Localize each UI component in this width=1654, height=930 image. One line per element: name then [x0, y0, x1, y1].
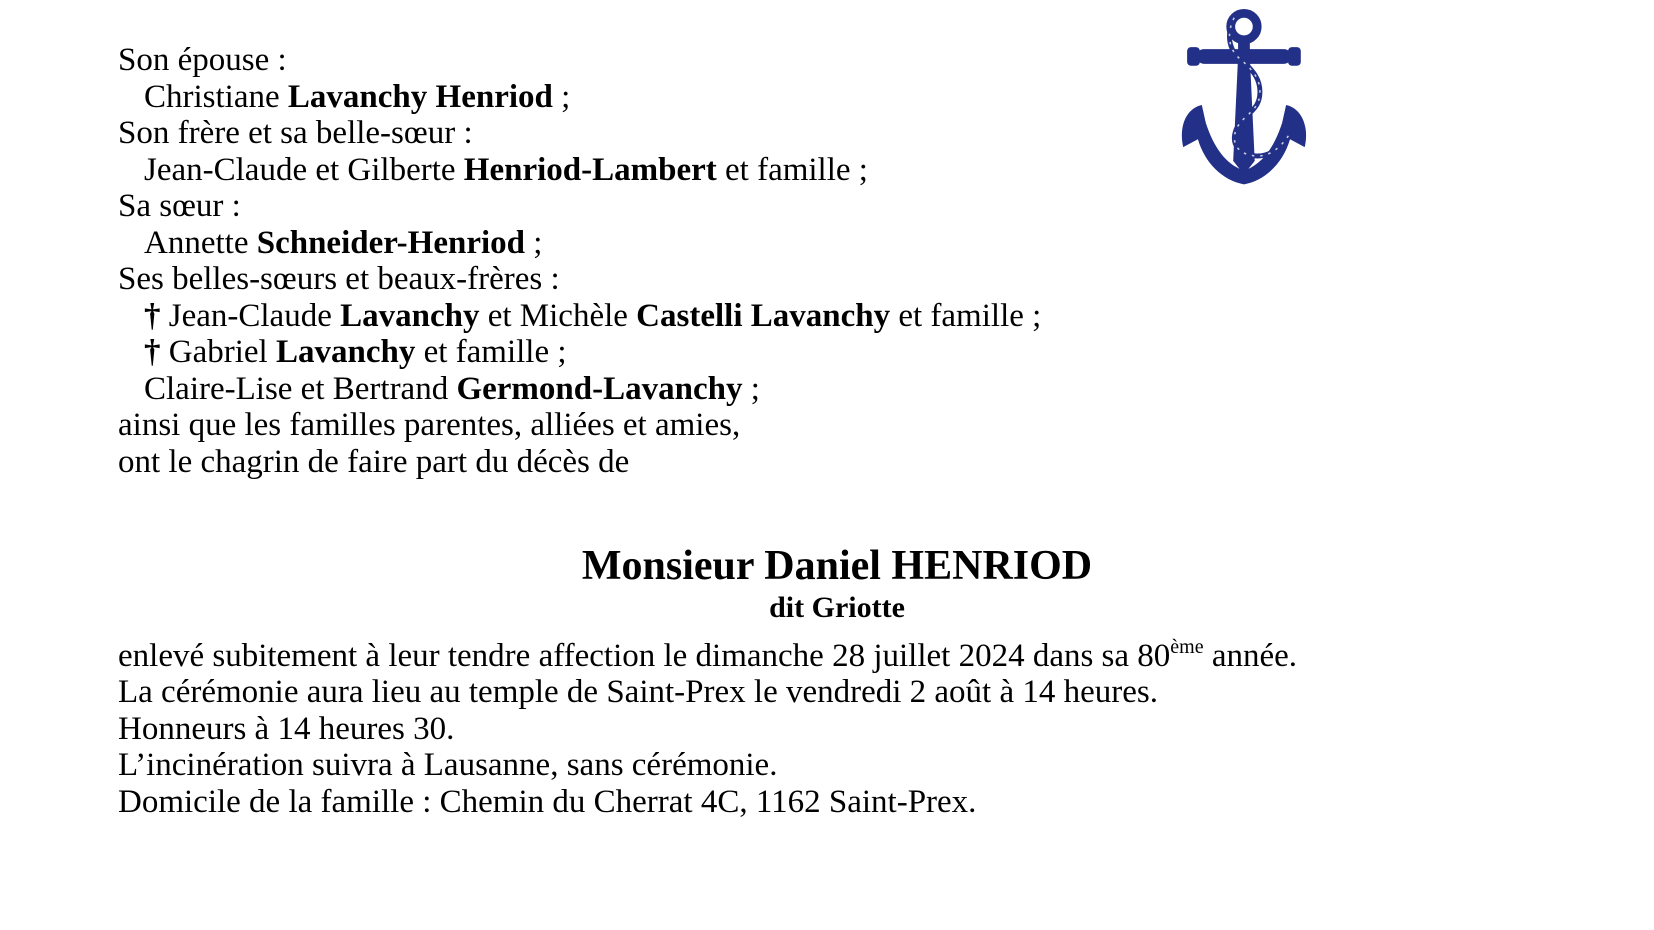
- notice-line: [118, 188, 1556, 225]
- text-segment: Ses belles-sœurs et beaux-frères :: [118, 261, 560, 297]
- text-segment: ainsi que les familles parentes, alliées et amies,: [118, 407, 741, 443]
- notice-line: [118, 79, 1556, 116]
- text-segment: L’incinération suivra à Lausanne, sans cérémonie.: [118, 747, 778, 783]
- detail-lines: [118, 635, 1556, 821]
- family-lines: [118, 42, 1556, 480]
- text-segment: ;: [525, 224, 543, 261]
- ordinal-superscript: ème: [1170, 635, 1204, 658]
- text-segment: Claire-Lise et Bertrand: [144, 370, 457, 407]
- text-segment: enlevé subitement à leur tendre affection le dimanche 28 juillet 2024 dans sa 80: [118, 637, 1171, 674]
- family-name-bold: †: [144, 297, 169, 334]
- family-name-bold: †: [144, 334, 169, 370]
- family-name-bold: Castelli Lavanchy: [636, 297, 891, 334]
- text-segment: et famille ;: [415, 334, 567, 370]
- text-segment: Son épouse :: [118, 42, 287, 78]
- text-segment: et Michèle: [479, 297, 637, 334]
- notice-line: [118, 298, 1556, 335]
- notice-line: [118, 115, 1556, 152]
- text-segment: Sa sœur :: [118, 188, 241, 224]
- text-segment: Honneurs à 14 heures 30.: [118, 710, 455, 747]
- family-name-bold: Lavanchy Henriod: [287, 78, 553, 115]
- notice-line: [118, 747, 1556, 784]
- notice-line: [118, 635, 1556, 675]
- text-segment: Jean-Claude: [168, 297, 341, 334]
- text-segment: La cérémonie aura lieu au temple de Saint-Prex le vendredi 2 août à 14 heures.: [118, 674, 1158, 710]
- notice-line: [118, 371, 1556, 408]
- family-name-bold: Henriod-Lambert: [463, 151, 717, 188]
- text-segment: Gabriel: [168, 334, 276, 370]
- notice-line: [118, 42, 1556, 79]
- text-segment: Annette: [144, 224, 257, 261]
- notice-line: [118, 261, 1556, 298]
- notice-line: [118, 784, 1556, 821]
- notice-line: [118, 334, 1556, 371]
- family-name-bold: Lavanchy: [340, 297, 480, 334]
- text-segment: Son frère et sa belle-sœur :: [118, 115, 473, 151]
- text-segment: et famille ;: [716, 151, 868, 188]
- deceased-nickname: dit Griotte: [769, 591, 905, 624]
- notice-line: [118, 225, 1556, 262]
- text-segment: et famille ;: [890, 297, 1042, 334]
- text-segment: ont le chagrin de faire part du décès de: [118, 443, 630, 480]
- notice-line: [118, 152, 1556, 189]
- text-segment: Christiane: [144, 78, 288, 115]
- notice-content: [118, 42, 1556, 820]
- notice-line: [118, 444, 1556, 481]
- family-name-bold: Germond-Lavanchy: [456, 370, 743, 407]
- text-segment: année.: [1203, 637, 1298, 674]
- text-segment: ;: [552, 78, 571, 115]
- family-name-bold: Schneider-Henriod: [256, 224, 525, 261]
- notice-line: [118, 674, 1556, 711]
- text-segment: Domicile de la famille : Chemin du Cherrat 4C, 1162 Saint-Prex.: [118, 783, 977, 820]
- notice-line: [118, 407, 1556, 444]
- text-segment: ;: [742, 370, 760, 407]
- text-segment: Jean-Claude et Gilberte: [144, 151, 464, 188]
- family-name-bold: Lavanchy: [275, 334, 416, 370]
- deceased-name: Monsieur Daniel HENRIOD: [581, 543, 1093, 589]
- notice-line: [118, 711, 1556, 748]
